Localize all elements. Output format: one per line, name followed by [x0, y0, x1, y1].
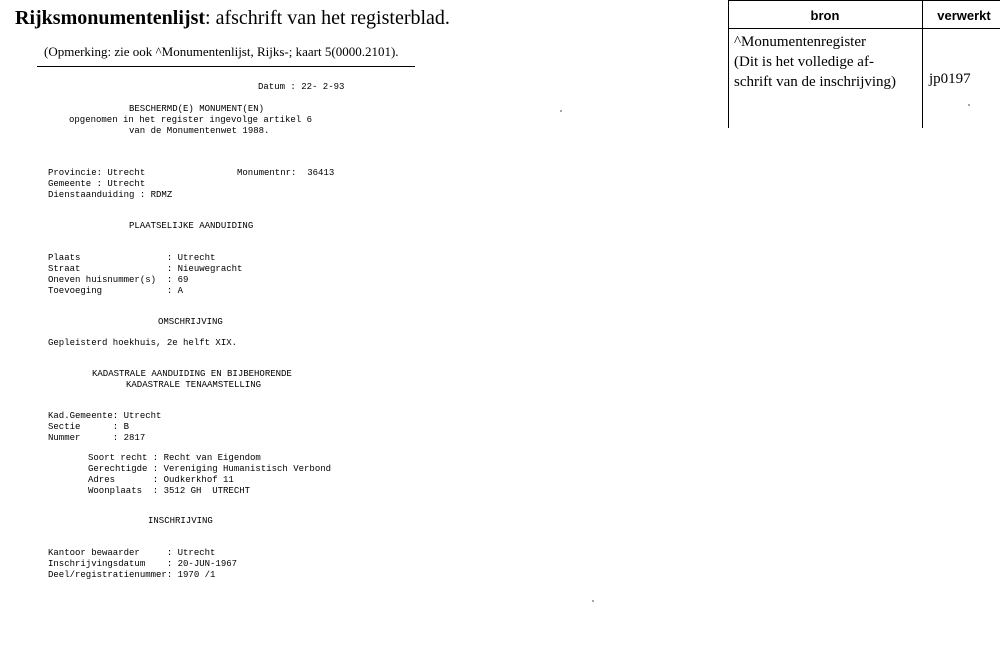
verwerkt-cell: jp0197: [929, 71, 971, 87]
bron-line-1: ^Monumentenregister: [734, 34, 867, 50]
title-rest: : afschrift van het registerblad.: [205, 7, 450, 29]
section-kadastraal-2: KADASTRALE TENAAMSTELLING: [126, 380, 262, 390]
table-top-border: [728, 0, 1000, 1]
dienst-field: Dienstaanduiding : RDMZ: [48, 190, 173, 200]
nummer-row: Nummer : 2817: [48, 433, 146, 443]
inschrijvingsdatum-row: Inschrijvingsdatum : 20-JUN-1967: [48, 559, 238, 569]
straat-row: Straat : Nieuwegracht: [48, 264, 243, 274]
adres-row: Adres : Oudkerkhof 11: [88, 475, 234, 485]
gemeente-field: Gemeente : Utrecht: [48, 179, 146, 189]
scan-speck: [592, 600, 594, 602]
huisnummer-row: Oneven huisnummer(s) : 69: [48, 275, 189, 285]
kantoor-row: Kantoor bewaarder : Utrecht: [48, 548, 216, 558]
header-verwerkt: verwerkt: [937, 8, 991, 23]
monumentnr-field: Monumentnr: 36413: [237, 168, 335, 178]
woonplaats-row: Woonplaats : 3512 GH UTRECHT: [88, 486, 251, 496]
omschrijving-text: Gepleisterd hoekhuis, 2e helft XIX.: [48, 338, 238, 348]
remark-note: (Opmerking: zie ook ^Monumentenlijst, Rijks-; kaart 5(0000.2101).: [44, 44, 399, 59]
scan-speck: [560, 110, 562, 112]
soort-recht-row: Soort recht : Recht van Eigendom: [88, 453, 261, 463]
section-plaatselijke: PLAATSELIJKE AANDUIDING: [129, 221, 254, 231]
section-inschrijving: INSCHRIJVING: [148, 516, 213, 526]
toevoeging-row: Toevoeging : A: [48, 286, 184, 296]
scan-speck: [968, 104, 970, 106]
deel-row: Deel/registratienummer: 1970 /1: [48, 570, 216, 580]
page-title: [15, 7, 450, 30]
register-date: Datum : 22- 2-93: [258, 82, 345, 92]
title-bold: Rijksmonumentenlijst: [15, 7, 206, 29]
heading-line-2: opgenomen in het register ingevolge artikel 6: [69, 115, 313, 125]
section-kadastraal-1: KADASTRALE AANDUIDING EN BIJBEHORENDE: [92, 369, 292, 379]
table-header-rule: [728, 28, 1000, 29]
gerechtigde-row: Gerechtigde : Vereniging Humanistisch Verbond: [88, 464, 332, 474]
kad-gemeente-row: Kad.Gemeente: Utrecht: [48, 411, 162, 421]
remark-underline: [37, 66, 415, 67]
bron-cell: [734, 32, 896, 92]
bron-verwerkt-table: [728, 0, 1000, 128]
section-omschrijving: OMSCHRIJVING: [158, 317, 223, 327]
heading-line-1: BESCHERMD(E) MONUMENT(EN): [129, 104, 265, 114]
plaats-row: Plaats : Utrecht: [48, 253, 216, 263]
provincie-field: Provincie: Utrecht: [48, 168, 146, 178]
bron-line-3: schrift van de inschrijving): [734, 74, 897, 90]
header-bron: bron: [810, 8, 840, 23]
heading-line-3: van de Monumentenwet 1988.: [129, 126, 270, 136]
bron-line-2: (Dit is het volledige af-: [734, 54, 874, 70]
table-column-divider: [922, 0, 923, 128]
sectie-row: Sectie : B: [48, 422, 130, 432]
